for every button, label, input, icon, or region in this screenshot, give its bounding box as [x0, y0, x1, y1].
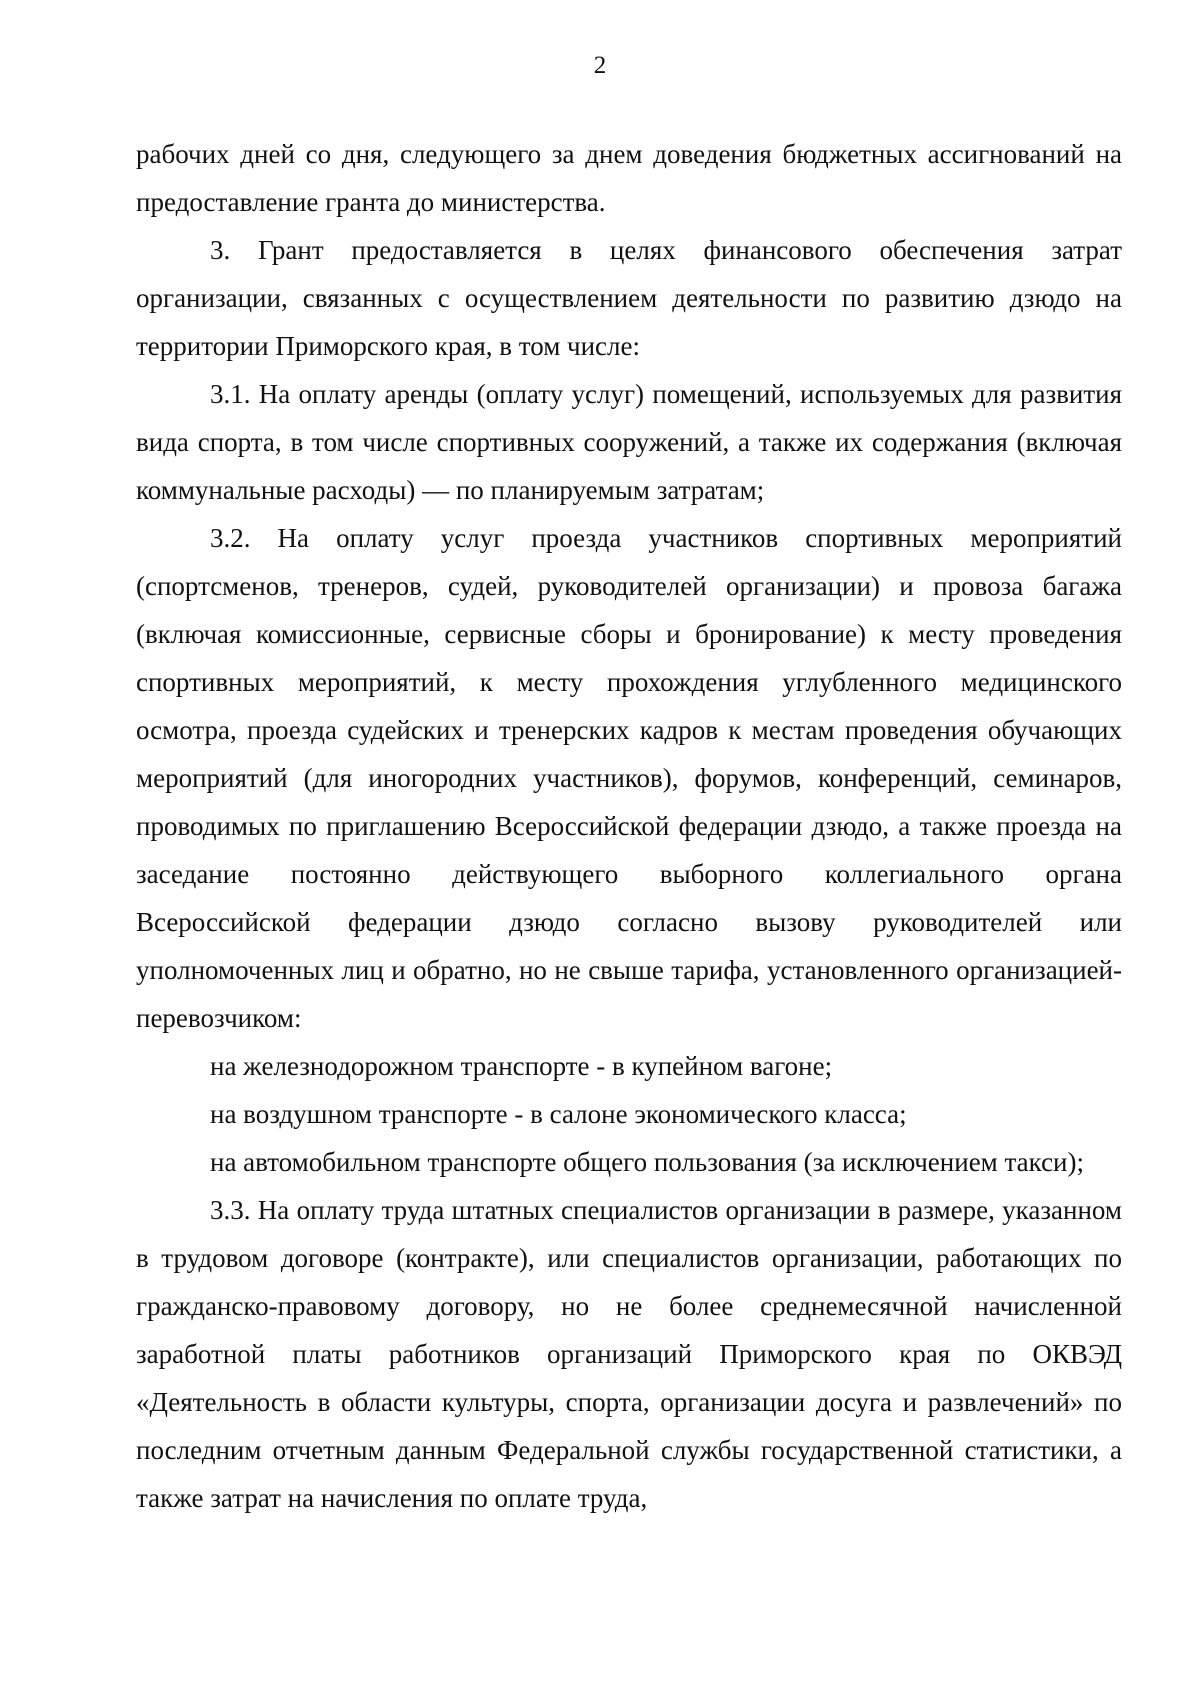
paragraph-continuation: рабочих дней со дня, следующего за днем доведения бюджетных ассигнований на предоставление гранта до министерства.	[136, 139, 1122, 217]
page-number: 2	[593, 52, 607, 79]
document-body	[136, 130, 1122, 1522]
paragraph-air-transport: на воздушном транспорте - в салоне экономического класса;	[210, 1099, 907, 1129]
paragraph-road-transport: на автомобильном транспорте общего пользования (за исключением такси);	[210, 1147, 1084, 1177]
paragraph-rail-transport: на железнодорожном транспорте - в купейном вагоне;	[210, 1051, 833, 1081]
paragraph-item-3-3: 3.3. На оплату труда штатных специалистов организации в размере, указанном в трудовом договоре (контракте), или специалистов организации, работающих по гражданско-правовому договору, но не более среднемесячной начисленной заработной платы работников организаций Приморского края по ОКВЭД «Деятельность в области культуры, спорта, организации досуга и развлечений» по последним отчетным данным Федеральной службы государственной статистики, а также затрат на начисления по оплате труда,	[136, 1195, 1122, 1513]
paragraph-item-3-1: 3.1. На оплату аренды (оплату услуг) помещений, используемых для развития вида спорта, в том числе спортивных сооружений, а также их содержания (включая коммунальные расходы) — по планируемым затратам;	[136, 379, 1122, 505]
paragraph-item-3: 3. Грант предоставляется в целях финансового обеспечения затрат организации, связанных с осуществлением деятельности по развитию дзюдо на территории Приморского края, в том числе:	[136, 235, 1122, 361]
paragraph-item-3-2: 3.2. На оплату услуг проезда участников спортивных мероприятий (спортсменов, тренеров, судей, руководителей организации) и провоза багажа (включая комиссионные, сервисные сборы и бронирование) к месту проведения спортивных мероприятий, к месту прохождения углубленного медицинского осмотра, проезда судейских и тренерских кадров к местам проведения обучающих мероприятий (для иногородних участников), форумов, конференций, семинаров, проводимых по приглашению Всероссийской федерации дзюдо, а также проезда на заседание постоянно действующего выборного коллегиального органа Всероссийской федерации дзюдо согласно вызову руководителей или уполномоченных лиц и обратно, но не свыше тарифа, установленного организацией-перевозчиком:	[136, 523, 1122, 1033]
